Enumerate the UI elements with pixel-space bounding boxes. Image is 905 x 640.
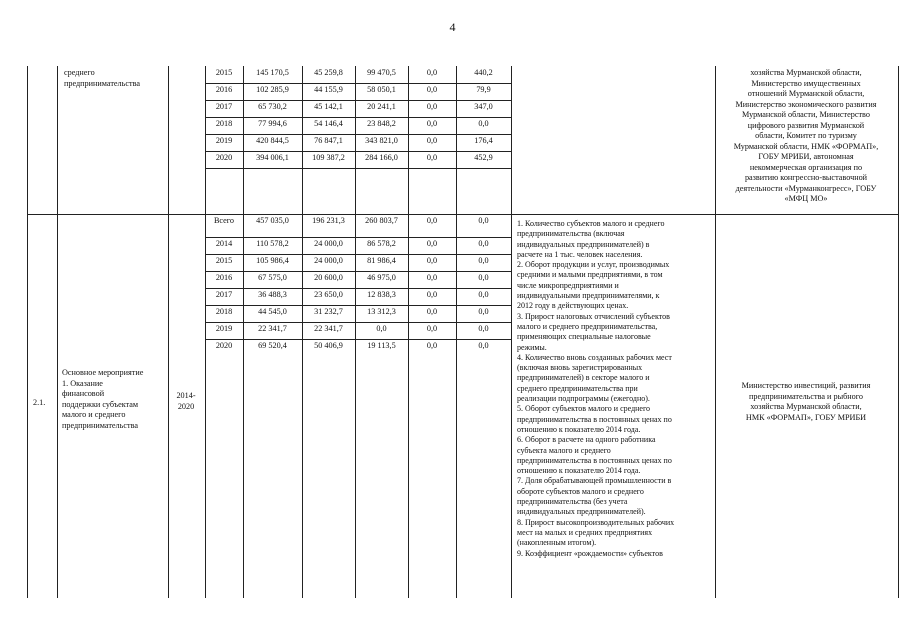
table-cell-year: 2020 — [215, 153, 233, 162]
table-cell-c4: 0,0 — [478, 324, 489, 333]
text-line: 4. Количество вновь созданных рабочих мест — [517, 352, 672, 362]
table-cell-c3: 0,0 — [426, 256, 438, 265]
table-cell-c4: 347,0 — [474, 102, 493, 111]
table-cell-year: 2017 — [215, 290, 233, 299]
text-line: режимы. — [517, 342, 547, 352]
text-line: «МФЦ МО» — [784, 194, 828, 203]
table-cell-c3: 0,0 — [426, 119, 438, 128]
table-cell-c1: 22 341,7 — [314, 324, 343, 333]
table-cell-c3: 0,0 — [426, 239, 438, 248]
table-cell-c2: 284 166,0 — [365, 153, 398, 162]
table-cell-c1: 23 650,0 — [314, 290, 343, 299]
table-cell-total: 69 520,4 — [258, 341, 287, 350]
table-cell-c1: 196 231,3 — [312, 216, 345, 225]
table-cell-year: 2016 — [215, 273, 233, 282]
table-cell-c2: 58 050,1 — [367, 85, 396, 94]
table-cell-c1: 76 847,1 — [314, 136, 343, 145]
text-line: Мурманской области, НМК «ФОРМАП», — [733, 141, 879, 151]
table-cell-year: 2015 — [215, 256, 233, 265]
text-line: поддержки субъектам — [62, 399, 139, 409]
table-cell-c4: 79,9 — [476, 85, 491, 94]
text-line: хозяйства Мурманской области, — [750, 402, 862, 411]
text-line: 2012 году в действующих ценах. — [517, 301, 629, 311]
table-cell-c2: 343 821,0 — [365, 136, 398, 145]
text-line: 5. Оборот субъектов малого и среднего — [517, 404, 651, 414]
table-cell-c2: 12 838,3 — [367, 290, 396, 299]
text-line: Министерство инвестиций, развития — [741, 381, 871, 390]
grid-line — [27, 66, 28, 598]
text-line: предпринимательства в постоянных ценах по — [517, 414, 672, 424]
text-line: 8. Прирост высокопроизводительных рабочих — [517, 517, 675, 527]
table-cell-c4: 0,0 — [478, 290, 489, 299]
table-cell-total: 77 994,6 — [258, 119, 287, 128]
table-cell-c2: 81 986,4 — [367, 256, 396, 265]
table-cell-c3: 0,0 — [426, 216, 438, 225]
text-line: хозяйства Мурманской области, — [750, 68, 862, 77]
grid-line — [205, 100, 511, 101]
grid-line — [205, 83, 511, 84]
table-cell-total: 110 578,2 — [256, 239, 289, 248]
text-line: предпринимателей) в секторе малого и — [517, 373, 650, 383]
text-line: отношению к показателю 2014 года. — [517, 424, 641, 434]
text-line: предпринимательства и рыбного — [749, 391, 863, 401]
text-line: 7. Доля обрабатывающей промышленности в — [517, 476, 672, 486]
text-line: ГОБУ МРИБИ, автономная — [758, 152, 854, 161]
table-cell-c4: 0,0 — [478, 307, 489, 316]
text-line: применяющих специальные налоговые — [517, 332, 651, 342]
table-cell-total: 105 986,4 — [256, 256, 289, 265]
table-cell-c2: 20 241,1 — [367, 102, 396, 111]
text-line: отношению к показателю 2014 года. — [517, 466, 641, 476]
text-line: среднего предпринимательства при — [517, 383, 638, 393]
text-line: предпринимательства в постоянных ценах по — [517, 455, 672, 465]
table-cell-year: 2015 — [215, 68, 233, 77]
table-cell-c2: 23 848,2 — [367, 119, 396, 128]
table-cell-c1: 45 259,8 — [314, 68, 343, 77]
table-cell-c3: 0,0 — [426, 153, 438, 162]
text-line: малого и среднего предпринимательства, — [517, 321, 658, 331]
grid-line — [205, 134, 511, 135]
table-cell-c4: 440,2 — [474, 68, 493, 77]
text-line: НМК «ФОРМАП», ГОБУ МРИБИ — [745, 412, 867, 422]
grid-line — [27, 214, 898, 215]
table-cell-c1: 20 600,0 — [314, 273, 343, 282]
table-cell-c1: 50 406,9 — [314, 341, 343, 350]
table-cell-c4: 0,0 — [478, 119, 489, 128]
main-activity-name — [62, 368, 143, 431]
main-responsible-executors — [722, 381, 890, 423]
table-cell-total: 457 035,0 — [256, 216, 289, 225]
table-cell-c3: 0,0 — [426, 273, 438, 282]
text-line: малого и среднего — [62, 410, 126, 419]
text-line: субъекта малого и среднего — [517, 445, 611, 455]
table-cell-c2: 13 312,3 — [367, 307, 396, 316]
table-cell-total: 22 341,7 — [258, 324, 287, 333]
table-cell-c4: 0,0 — [478, 216, 489, 225]
text-line: предпринимательства — [62, 420, 138, 430]
table-cell-c2: 86 578,2 — [367, 239, 396, 248]
table-cell-c1: 31 232,7 — [314, 307, 343, 316]
table-cell-year: Всего — [213, 216, 235, 225]
grid-line — [205, 339, 511, 340]
text-line: развитию конгрессно-выставочной — [744, 173, 868, 182]
table-cell-total: 44 545,0 — [258, 307, 287, 316]
text-line: мест на малых и средних предприятиях — [517, 527, 653, 537]
table-cell-c3: 0,0 — [426, 85, 438, 94]
table-cell-c2: 46 975,0 — [367, 273, 396, 282]
table-cell-year: 2018 — [215, 119, 233, 128]
text-line: Министерство экономического развития — [735, 99, 877, 109]
text-line: реализации подпрограммы (ежегодно). — [517, 394, 650, 404]
text-line: финансовой — [62, 389, 105, 398]
grid-line — [205, 288, 511, 289]
table-cell-c3: 0,0 — [426, 307, 438, 316]
text-line: средними и малыми предприятиями, в том — [517, 270, 663, 280]
text-line: среднего — [64, 68, 95, 77]
grid-line — [715, 66, 716, 598]
table-cell-total: 102 285,9 — [256, 85, 289, 94]
grid-line — [205, 305, 511, 306]
grid-line — [205, 271, 511, 272]
table-cell-year: 2017 — [215, 102, 233, 111]
table-cell-c3: 0,0 — [426, 136, 438, 145]
table-cell-year: 2020 — [215, 341, 233, 350]
text-line: деятельности «Мурманконгресс», ГОБУ — [735, 183, 877, 193]
table-cell-year: 2019 — [215, 324, 233, 333]
table-cell-c2: 99 470,5 — [367, 68, 396, 77]
text-line: 6. Оборот в расчете на одного работника — [517, 435, 656, 445]
table-cell-total: 65 730,2 — [258, 102, 287, 111]
table-cell-c3: 0,0 — [426, 341, 438, 350]
text-line: Мурманской области, Министерство — [742, 110, 870, 119]
grid-line — [205, 117, 511, 118]
table-cell-c2: 0,0 — [376, 324, 387, 333]
grid-line — [205, 322, 511, 323]
grid-line — [205, 168, 511, 169]
table-cell-c1: 109 387,2 — [312, 153, 345, 162]
table-cell-c3: 0,0 — [426, 324, 438, 333]
text-line: индивидуальных предпринимателей). — [517, 507, 646, 517]
table-cell-total: 67 575,0 — [258, 273, 287, 282]
table-cell-c2: 260 803,7 — [365, 216, 398, 225]
table-cell-c1: 54 146,4 — [314, 119, 343, 128]
text-line: 2020 — [177, 401, 195, 411]
table-cell-c4: 0,0 — [478, 341, 489, 350]
text-line: предпринимательства — [64, 78, 140, 88]
text-line: Министерство имущественных — [751, 78, 861, 88]
text-line: 1. Количество субъектов малого и среднего — [517, 219, 665, 228]
text-line: 2. Оборот продукции и услуг, производимых — [517, 260, 670, 270]
text-line: области, Комитет по туризму — [755, 131, 857, 140]
text-line: отношений Мурманской области, — [747, 89, 865, 98]
grid-line — [511, 66, 512, 598]
text-line: цифрового развития Мурманской — [747, 120, 865, 130]
page-number: 4 — [449, 20, 456, 34]
text-line: индивидуальных предпринимателей) в — [517, 239, 650, 249]
table-cell-year: 2016 — [215, 85, 233, 94]
table-cell-total: 36 488,3 — [258, 290, 287, 299]
grid-line — [168, 66, 169, 598]
text-line: 2014- — [176, 391, 196, 400]
table-cell-c1: 44 155,9 — [314, 85, 343, 94]
text-line: предпринимательства (включая — [517, 229, 625, 239]
table-cell-c1: 24 000,0 — [314, 256, 343, 265]
main-period — [174, 391, 198, 412]
table-cell-total: 420 844,5 — [256, 136, 289, 145]
top-activity-name — [64, 68, 140, 89]
text-line: индивидуальными предпринимателями, к — [517, 291, 660, 301]
table-cell-year: 2014 — [215, 239, 233, 248]
main-row-number: 2.1. — [33, 398, 46, 407]
table-cell-c4: 0,0 — [478, 239, 489, 248]
grid-line — [205, 151, 511, 152]
table-cell-c2: 19 113,5 — [367, 341, 396, 350]
table-cell-total: 145 170,5 — [256, 68, 289, 77]
table-cell-c3: 0,0 — [426, 102, 438, 111]
table-cell-c4: 176,4 — [474, 136, 493, 145]
table-cell-c3: 0,0 — [426, 68, 438, 77]
text-line: числе микропредприятиями и — [517, 280, 619, 290]
text-line: 1. Оказание — [62, 378, 103, 388]
main-indicators — [517, 219, 674, 559]
text-line: предпринимательства (без учета — [517, 497, 628, 507]
grid-line — [898, 66, 899, 598]
grid-line — [205, 237, 511, 238]
text-line: (включая вновь зарегистрированных — [517, 363, 643, 373]
table-cell-c3: 0,0 — [426, 290, 438, 299]
text-line: 3. Прирост налоговых отчислений субъектов — [517, 311, 670, 321]
table-cell-c4: 0,0 — [478, 273, 489, 282]
grid-line — [205, 254, 511, 255]
text-line: некоммерческая организация по — [749, 162, 863, 172]
table-cell-c4: 0,0 — [478, 256, 489, 265]
text-line: Основное мероприятие — [62, 368, 144, 377]
table-cell-c4: 452,9 — [474, 153, 493, 162]
table-cell-total: 394 006,1 — [256, 153, 289, 162]
top-responsible-executors — [722, 68, 890, 205]
text-line: (накопленным итогом). — [517, 538, 597, 548]
text-line: расчете на 1 тыс. человек населения. — [517, 249, 643, 259]
text-line: обороте субъектов малого и среднего — [517, 486, 644, 496]
table-cell-c1: 24 000,0 — [314, 239, 343, 248]
table-cell-c1: 45 142,1 — [314, 102, 343, 111]
table-cell-year: 2018 — [215, 307, 233, 316]
grid-line — [57, 66, 58, 598]
text-line: 9. Коэффициент «рождаемости» субъектов — [517, 548, 663, 558]
table-cell-year: 2019 — [215, 136, 233, 145]
